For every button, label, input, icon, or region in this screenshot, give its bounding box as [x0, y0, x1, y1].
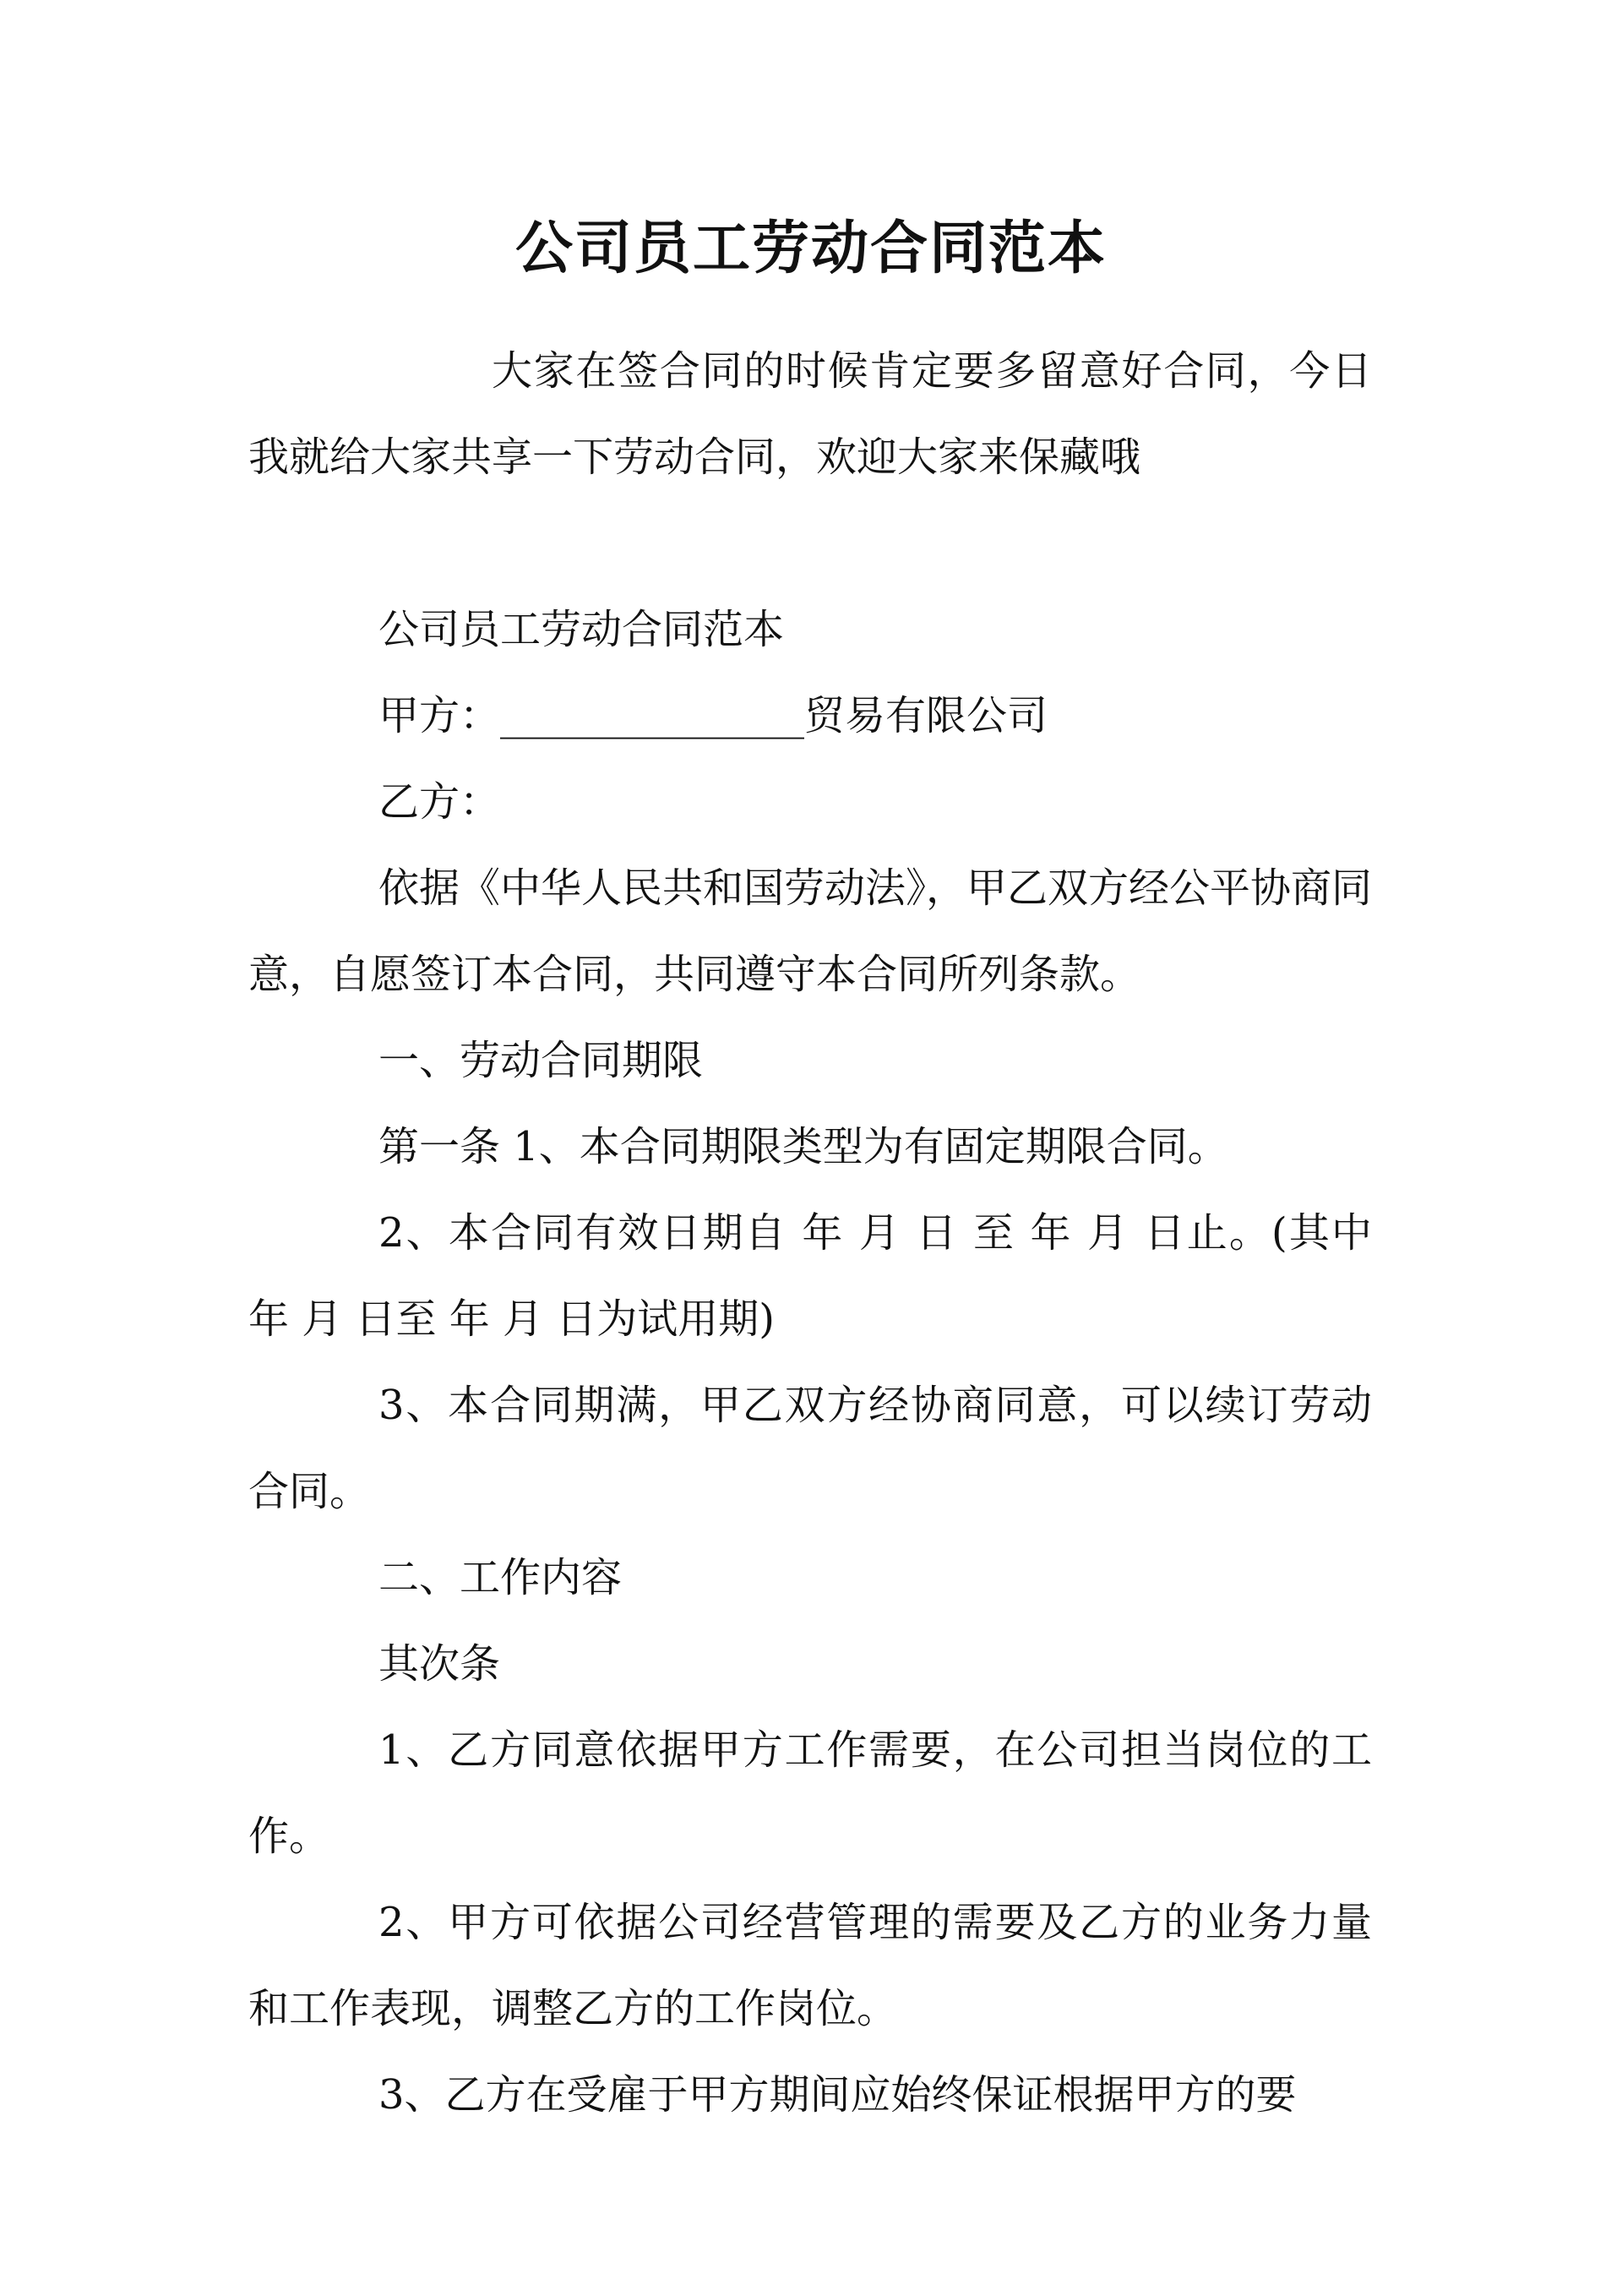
blank-line [248, 500, 1372, 586]
section-heading: 一、劳动合同期限 [378, 1037, 704, 1084]
clause-paragraph: 2、甲方可依据公司经营管理的需要及乙方的业务力量和工作表现，调整乙方的工作岗位。 [248, 1899, 1372, 2032]
party-a-line: 甲方：_______________贸易有限公司 [378, 692, 1048, 739]
preamble-paragraph: 依据《中华人民共和国劳动法》，甲乙双方经公平协商同意，自愿签订本合同，共同遵守本合同所列条款。 [248, 864, 1373, 998]
section-heading: 二、工作内容 [378, 1554, 623, 1601]
clause-heading: 其次条 [378, 1640, 501, 1688]
clause-paragraph: 3、本合同期满，甲乙双方经协商同意，可以续订劳动合同。 [248, 1382, 1372, 1515]
clause-paragraph: 1、乙方同意依据甲方工作需要，在公司担当岗位的工作。 [248, 1726, 1372, 1860]
document-title: 公司员工劳动合同范本 [514, 215, 1107, 282]
clause-paragraph: 第一条 1、本合同期限类型为有固定期限合同。 [378, 1123, 1228, 1170]
party-b-line: 乙方： [378, 778, 501, 826]
contract-heading: 公司员工劳动合同范本 [378, 606, 785, 653]
clause-paragraph: 3、乙方在受雇于甲方期间应始终保证根据甲方的要 [378, 2071, 1297, 2119]
clause-paragraph: 2、本合同有效日期自 年 月 日 至 年 月 日止。(其中 年 月 日至 年 月 日为试用期) [248, 1209, 1372, 1343]
document-body [248, 328, 1372, 2138]
intro-paragraph: 大家在签合同的时候肯定要多留意好合同，今日我就给大家共享一下劳动合同，欢迎大家来保藏哦 [248, 347, 1372, 481]
